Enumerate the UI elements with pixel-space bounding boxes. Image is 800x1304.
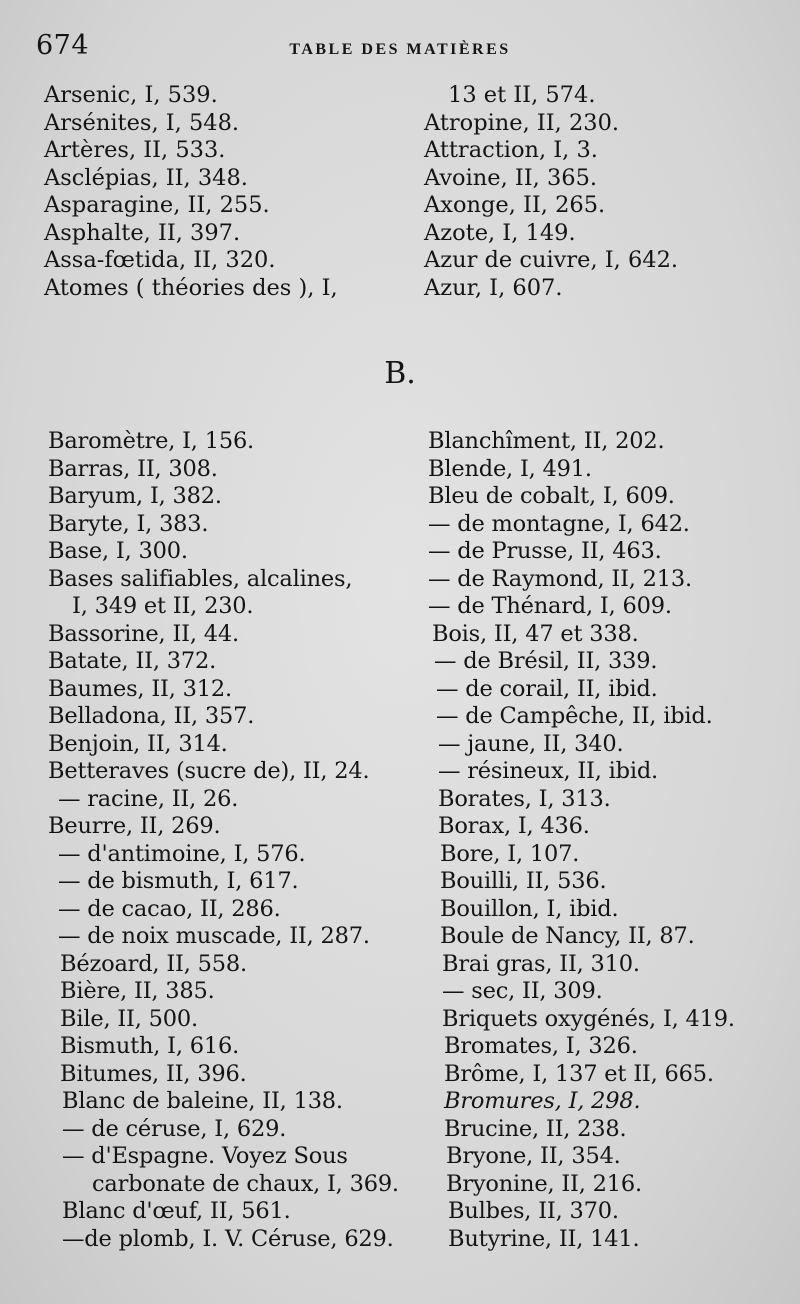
index-entry: Bismuth, I, 616. xyxy=(60,1033,240,1059)
index-entry: Bouilli, II, 536. xyxy=(440,868,607,894)
index-entry: Brôme, I, 137 et II, 665. xyxy=(444,1060,714,1087)
index-subentry: — de corail, II, ibid. xyxy=(436,675,658,702)
index-subentry: — de Thénard, I, 609. xyxy=(428,593,672,619)
index-subentry: — d'antimoine, I, 576. xyxy=(58,840,306,867)
index-entry: Blende, I, 491. xyxy=(428,455,592,482)
index-entry: Bromures, I, 298. xyxy=(444,1088,641,1114)
index-entry: Batate, II, 372. xyxy=(48,648,217,674)
index-subentry: —de plomb, I. V. Céruse, 629. xyxy=(62,1225,394,1252)
index-entry: Briquets oxygénés, I, 419. xyxy=(442,1005,735,1032)
index-subentry: — racine, II, 26. xyxy=(58,785,239,812)
index-subentry: — de montagne, I, 642. xyxy=(428,510,690,537)
index-entry: Asclépias, II, 348. xyxy=(44,164,248,191)
index-entry: Arsenic, I, 539. xyxy=(44,82,218,108)
index-entry: Bases salifiables, alcalines, xyxy=(48,565,353,592)
index-entry: Beurre, II, 269. xyxy=(48,813,221,839)
index-entry: Azur de cuivre, I, 642. xyxy=(424,247,679,273)
index-subentry: — de céruse, I, 629. xyxy=(62,1115,287,1142)
index-entry: Blanchîment, II, 202. xyxy=(428,428,665,454)
index-entry: Bière, II, 385. xyxy=(60,978,215,1004)
index-subentry: — de Prusse, II, 463. xyxy=(428,538,662,564)
page-number: 674 xyxy=(36,30,90,61)
index-entry: Butyrine, II, 141. xyxy=(448,1225,640,1252)
index-entry: Bryonine, II, 216. xyxy=(446,1170,642,1197)
index-subentry: — d'Espagne. Voyez Sous xyxy=(62,1143,348,1169)
index-entry: Baryte, I, 383. xyxy=(48,510,209,537)
index-entry: Blanc d'œuf, II, 561. xyxy=(62,1198,291,1224)
section-a-right-column xyxy=(424,82,678,302)
index-entry: Bromates, I, 326. xyxy=(444,1033,638,1059)
running-head: TABLE DES MATIÈRES xyxy=(289,41,511,58)
index-entry: Benjoin, II, 314. xyxy=(48,730,228,757)
index-entry: Base, I, 300. xyxy=(48,538,188,564)
index-entry: Bitumes, II, 396. xyxy=(60,1060,247,1087)
index-entry: Baryum, I, 382. xyxy=(48,483,222,509)
section-b-left-column xyxy=(48,428,399,1253)
index-entry: Azur, I, 607. xyxy=(424,274,563,301)
index-entry: Atomes ( théories des ), I, xyxy=(44,274,338,301)
index-subentry: — résineux, II, ibid. xyxy=(438,758,658,784)
index-entry: Bleu de cobalt, I, 609. xyxy=(428,483,675,509)
index-subentry: — de Raymond, II, 213. xyxy=(428,565,692,592)
index-subentry: — de bismuth, I, 617. xyxy=(58,868,299,894)
section-a-left-column xyxy=(44,82,338,302)
index-subentry: — sec, II, 309. xyxy=(442,978,603,1004)
section-b-right-column xyxy=(428,428,735,1253)
index-entry: Asparagine, II, 255. xyxy=(44,192,270,218)
index-entry: Atropine, II, 230. xyxy=(424,109,620,136)
index-entry: Barras, II, 308. xyxy=(48,455,218,482)
index-entry: Bryone, II, 354. xyxy=(446,1143,621,1169)
index-entry: Arsénites, I, 548. xyxy=(44,109,240,136)
index-entry: Blanc de baleine, II, 138. xyxy=(62,1088,343,1114)
index-entry: Bouillon, I, ibid. xyxy=(440,895,619,922)
index-entry: Avoine, II, 365. xyxy=(424,164,598,191)
index-entry: Attraction, I, 3. xyxy=(424,137,598,163)
index-subentry: — jaune, II, 340. xyxy=(438,730,624,757)
section-letter-b: B. xyxy=(384,356,416,391)
index-entry: Boule de Nancy, II, 87. xyxy=(440,923,695,949)
index-entry: Bassorine, II, 44. xyxy=(48,620,239,647)
index-entry: Brucine, II, 238. xyxy=(444,1115,627,1142)
index-subentry: — de cacao, II, 286. xyxy=(58,895,281,922)
index-entry: Bois, II, 47 et 338. xyxy=(432,620,639,647)
index-entry: Brai gras, II, 310. xyxy=(442,950,640,977)
index-entry: Asphalte, II, 397. xyxy=(44,219,241,246)
index-entry: Borates, I, 313. xyxy=(438,785,611,812)
index-entry: Axonge, II, 265. xyxy=(424,192,606,218)
index-entry-continuation: carbonate de chaux, I, 369. xyxy=(92,1170,399,1197)
index-entry: Betteraves (sucre de), II, 24. xyxy=(48,758,370,784)
index-entry: Bile, II, 500. xyxy=(60,1005,198,1032)
index-entry-continuation: I, 349 et II, 230. xyxy=(72,593,254,619)
index-entry: Azote, I, 149. xyxy=(424,219,576,246)
index-entry: Artères, II, 533. xyxy=(44,137,226,163)
index-entry: Assa-fœtida, II, 320. xyxy=(44,247,276,273)
index-entry: Bore, I, 107. xyxy=(440,840,580,867)
index-subentry: — de Brésil, II, 339. xyxy=(434,648,658,674)
index-entry: Baromètre, I, 156. xyxy=(48,428,255,454)
index-entry: Belladona, II, 357. xyxy=(48,703,255,729)
index-entry: Borax, I, 436. xyxy=(438,813,590,839)
index-entry: Bulbes, II, 370. xyxy=(448,1198,619,1224)
index-subentry: — de noix muscade, II, 287. xyxy=(58,923,370,949)
index-entry-continuation: 13 et II, 574. xyxy=(448,82,596,108)
index-entry: Baumes, II, 312. xyxy=(48,675,232,702)
index-subentry: — de Campêche, II, ibid. xyxy=(436,703,713,729)
index-entry: Bézoard, II, 558. xyxy=(60,950,247,977)
